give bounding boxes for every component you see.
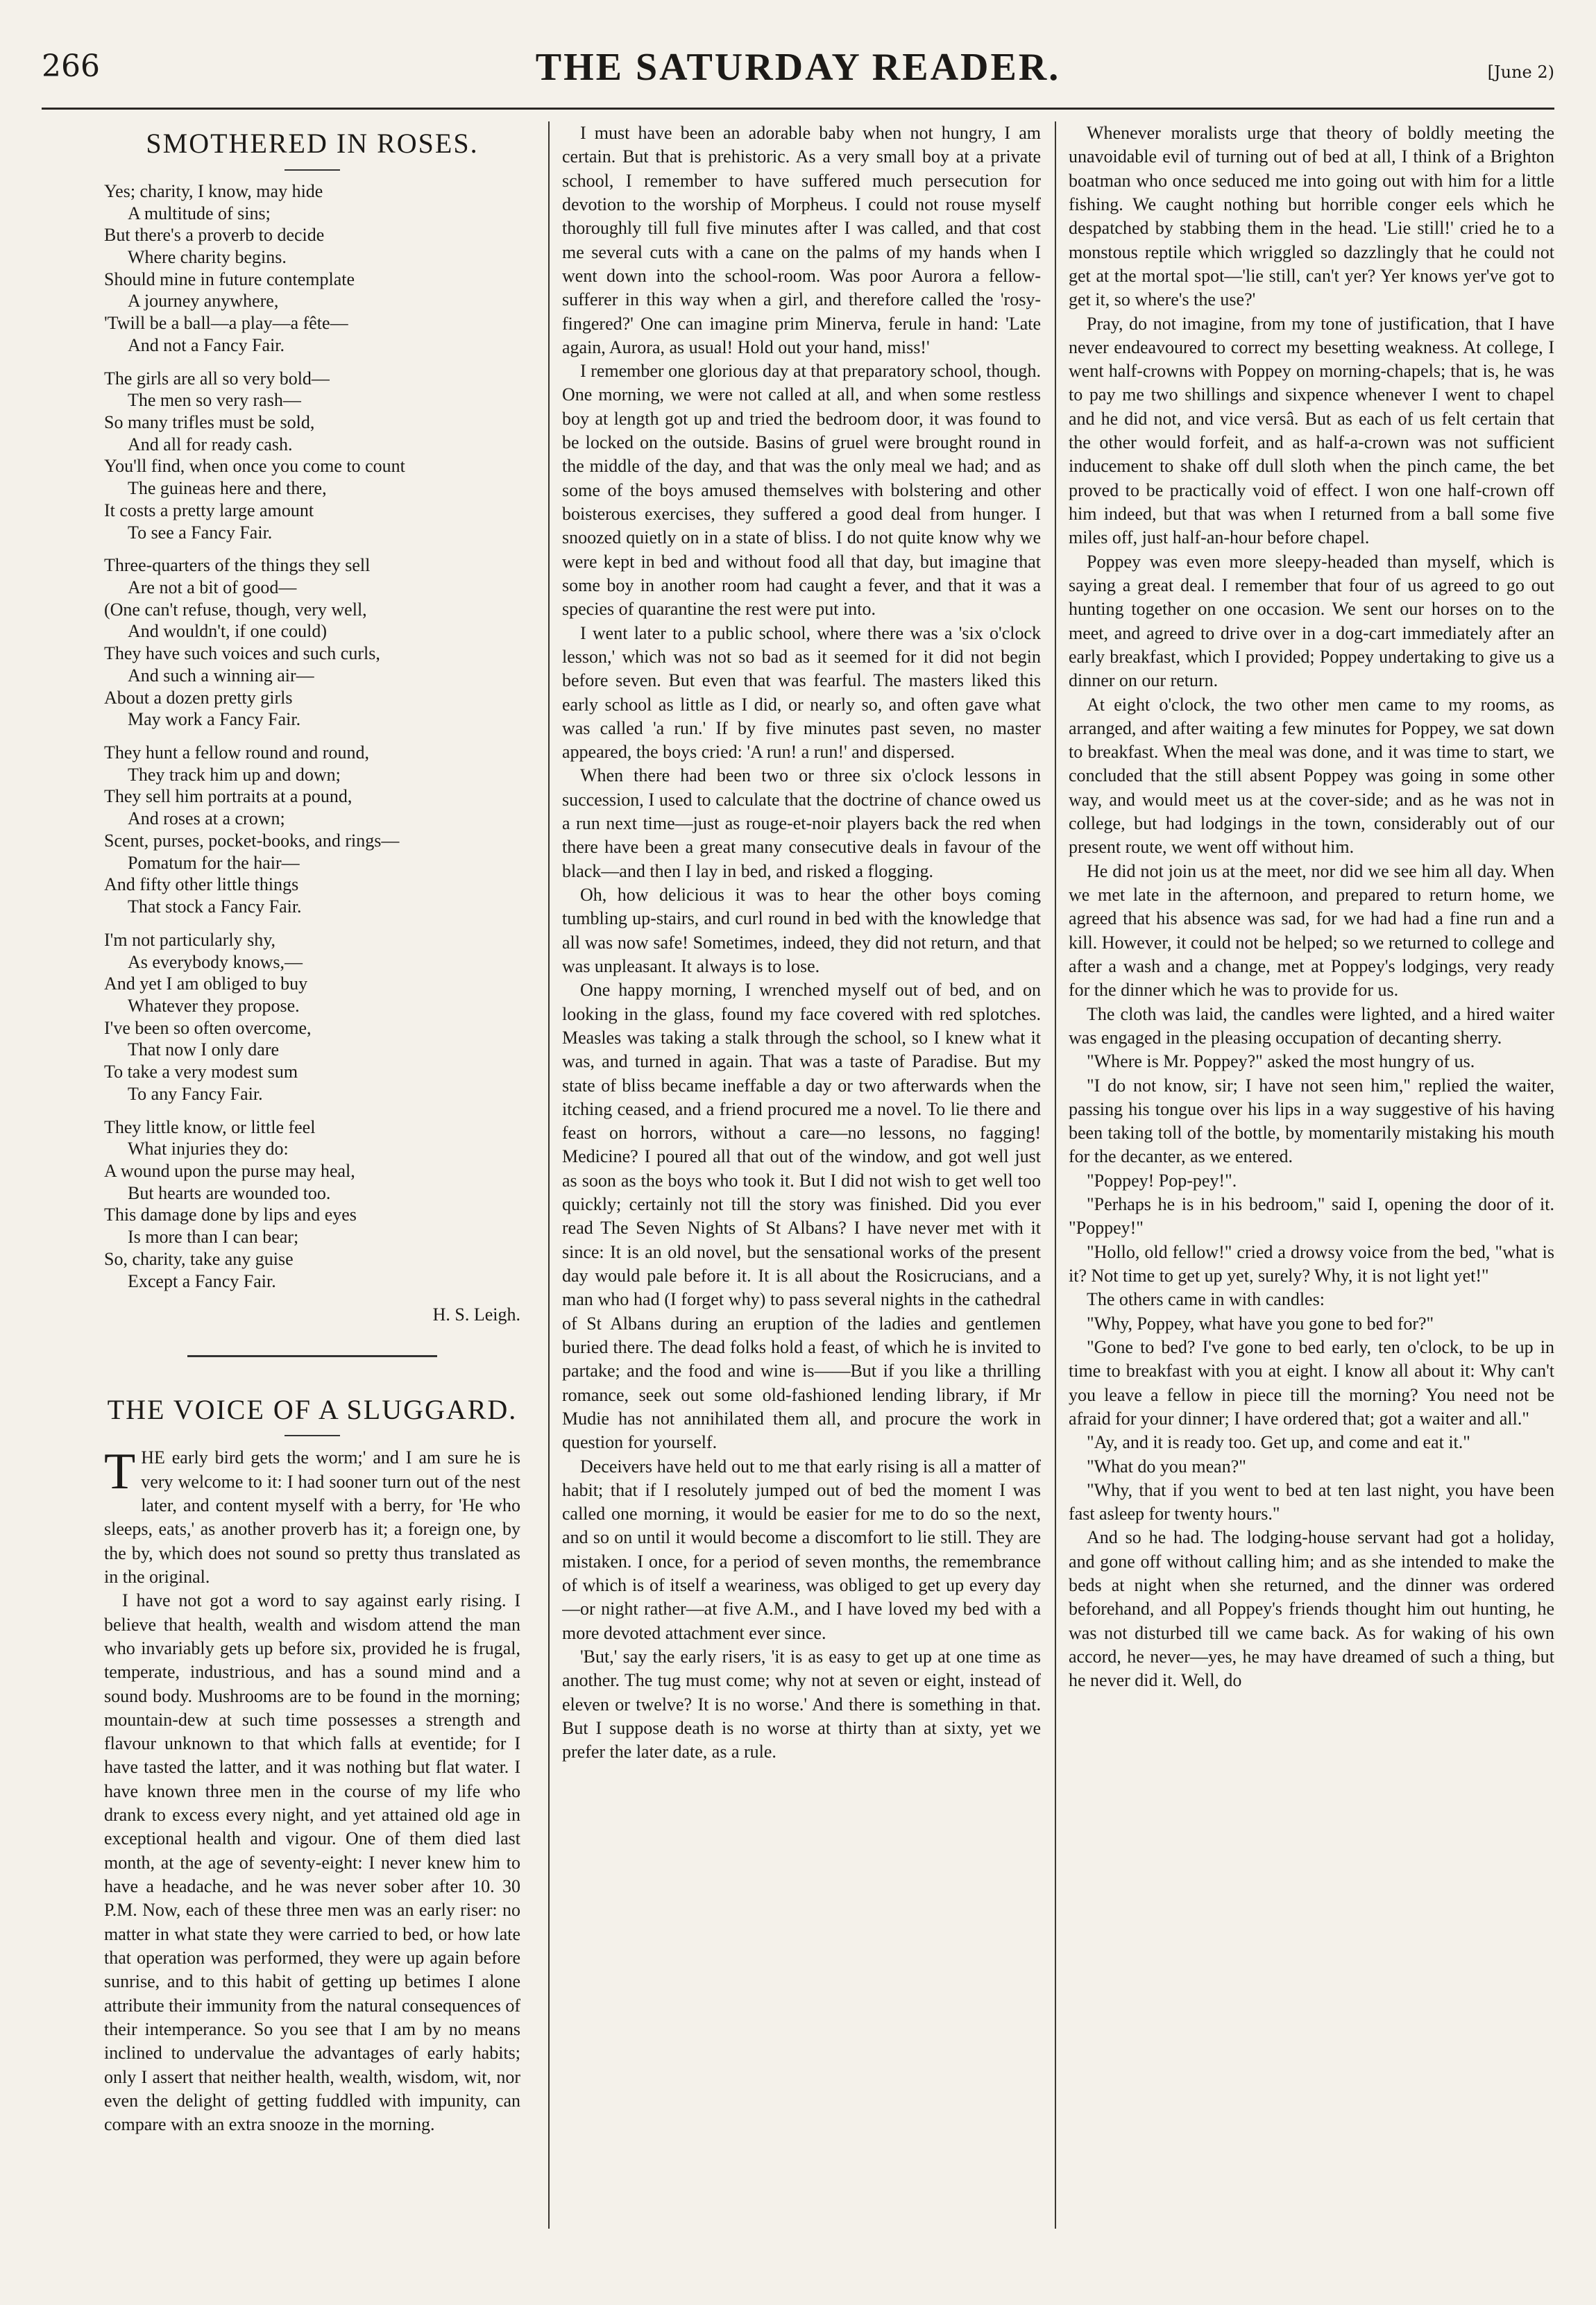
article-title: THE VOICE OF A SLUGGARD. — [107, 1393, 518, 1425]
poem-line: And fifty other little things — [104, 874, 299, 895]
article-paragraph: "Why, that if you went to bed at ten last night, you have been fast asleep for twenty hours." — [1069, 1479, 1554, 1524]
poem-line: They have such voices and such curls, — [104, 643, 380, 664]
article-paragraph: THE early bird gets the worm;' and I am sure he is very welcome to it: I had sooner turn out of the nest later, and content myself with a berry, for 'He who sleeps, eats,' as another proverb has it; a foreign one, by the by, which does not sound so pretty thus translated as in the original. — [104, 1443, 520, 1587]
poem-line: And yet I am obliged to buy — [104, 973, 308, 994]
poem-byline — [104, 1303, 520, 1327]
poem-line: (One can't refuse, though, very well, — [104, 599, 367, 620]
poem-line: This damage done by lips and eyes — [104, 1205, 357, 1225]
article-paragraph: The others came in with candles: — [1087, 1289, 1325, 1310]
article-paragraph: 'But,' say the early risers, 'it is as easy to get up at one time as another. The tug must come; why not at seven or eight, instead of eleven or twelve? It is no worse.' And there is something in that. But I suppose death is no worse at thirty than at sixty, yet we prefer the later date, as a rule. — [562, 1647, 1041, 1762]
poem-line: Scent, purses, pocket-books, and rings— — [104, 830, 400, 851]
drop-cap: T — [104, 1443, 136, 1501]
poem-line: Except a Fancy Fair. — [128, 1270, 276, 1291]
article-paragraph: One happy morning, I wrenched myself out of bed, and on looking in the glass, found my face covered with red splotches. Measles was taking a stalk through the school, so I knew what it was, and turned in again. That was a taste of Paradise. But my state of bliss became ineffable a day or two afterwards when the itching ceased, and a friend procured me a novel. To lie there and feast on horrors, without a care—no lessons, no fagging! Medicine? I poured all that out of the window, and got well just as soon as the boys who took it. But I did not wish to get well too quickly; certainly not till the story was finished. Did you ever read The Seven Nights of St Albans? I have never met with it since: It is an old novel, but the sensational works of the present day would pale before it. It is all about the Rosicrucians, and a man who had (I forget why) to pass several nights in the cathedral of St Albans during an eruption of the ladies and gentlemen buried there. The dead folks hold a feast, of which he is invited to partake; and the food and wine is——But if you like a thrilling romance, seek out some old-fashioned lending library, if Mr Mudie has not annihilated them all, and procure the work in question for yourself. — [562, 980, 1041, 1453]
poem-line: The guineas here and there, — [128, 478, 327, 499]
page-header — [42, 42, 1554, 111]
poem-line: But there's a proverb to decide — [104, 225, 325, 246]
poem-line: Pomatum for the hair— — [128, 852, 300, 873]
poem-line: 'Twill be a ball—a play—a fête— — [104, 313, 348, 334]
page-number: 266 — [42, 49, 100, 84]
poem-line: Where charity begins. — [128, 246, 287, 267]
column-divider — [548, 121, 550, 2229]
masthead: THE SATURDAY READER. — [535, 46, 1061, 89]
poem-line: Three-quarters of the things they sell — [104, 555, 371, 576]
poem-line: And such a winning air— — [128, 665, 314, 686]
article-paragraph: He did not join us at the meet, nor did we see him all day. When we met late in the afternoon, and prepared to return home, we agreed that his absence was sad, for we had had a fine run and a kill. However, it could not be helped; so we returned to college and after a wash and a change, met at Poppey's lodgings, very ready for the dinner which he was to provide for us. — [1069, 860, 1554, 1001]
poem-line: A multitude of sins; — [128, 203, 271, 223]
article-paragraph: "Ay, and it is ready too. Get up, and come and eat it." — [1087, 1432, 1470, 1453]
poem-author: H. S. Leigh. — [432, 1304, 520, 1325]
column-3 — [1069, 121, 1554, 2229]
poem-title: SMOTHERED IN ROSES. — [146, 128, 479, 159]
article-paragraph: "Where is Mr. Poppey?" asked the most hungry of us. — [1087, 1051, 1475, 1072]
poem-line: But hearts are wounded too. — [128, 1182, 331, 1203]
poem-stanza — [104, 368, 520, 544]
column-2 — [562, 121, 1041, 2229]
article-paragraph: "Why, Poppey, what have you gone to bed for?" — [1087, 1313, 1434, 1334]
poem-line: The girls are all so very bold— — [104, 368, 330, 389]
article-paragraph: "I do not know, sir; I have not seen him," replied the waiter, passing his tongue over his lips in a way suggestive of his having been taking toll of the bottle, by momentarily mistaking his mouth for the decanter, as we entered. — [1069, 1075, 1554, 1167]
poem-line: And all for ready cash. — [128, 434, 293, 454]
poem-line: To any Fancy Fair. — [128, 1083, 263, 1104]
poem-line: So many trifles must be sold, — [104, 411, 315, 432]
article-paragraph: At eight o'clock, the two other men came to my rooms, as arranged, and after waiting a few minutes for Poppey, we sat down to breakfast. When the meal was done, and it was time to start, we concluded that the still absent Poppey was going in some other way, and would meet us at the cover-side; and as he was not in college, but had lodgings in the town, considerably out of our present route, we went off without him. — [1069, 694, 1554, 858]
poem-body — [104, 180, 520, 1293]
issue-date: [June 2) — [1487, 62, 1554, 82]
article-text-col1 — [104, 1443, 520, 2136]
article-paragraph: Pray, do not imagine, from my tone of justification, that I have never endeavoured to correct my besetting weakness. At college, I went half-crowns with Poppey on morning-chapels; that is, he was to pay me two shillings and sixpence whenever I went to chapel and he did not, and vice versâ. But as each of us felt certain that the other would forfeit, and as half-a-crown was not sufficient inducement to shake off dull sloth when the pinch came, the bet proved to be practically void of effect. I won one half-crown off him indeed, but that was when I returned from a ball some five miles off, just half-an-hour before chapel. — [1069, 313, 1554, 548]
poem-line: I'm not particularly shy, — [104, 929, 276, 950]
title-ornament — [285, 1435, 340, 1436]
poem-line: Yes; charity, I know, may hide — [104, 180, 323, 201]
poem-line: They track him up and down; — [128, 764, 341, 785]
poem-line: To take a very modest sum — [104, 1062, 298, 1082]
poem-line: It costs a pretty large amount — [104, 500, 314, 520]
poem-line: They hunt a fellow round and round, — [104, 742, 369, 763]
poem-line: And not a Fancy Fair. — [128, 334, 285, 355]
poem-line: May work a Fancy Fair. — [128, 709, 301, 730]
poem-line: I've been so often overcome, — [104, 1017, 312, 1038]
poem-line: So, charity, take any guise — [104, 1248, 294, 1269]
article-paragraph: Oh, how delicious it was to hear the other boys coming tumbling up-stairs, and curl round in bed with the knowledge that all was now safe! Sometimes, indeed, they did not return, and that was unpleasant. It always is to lose. — [562, 885, 1041, 976]
poem-line: Whatever they propose. — [128, 995, 300, 1016]
poem-stanza — [104, 180, 520, 357]
article-paragraph: "Poppey! Pop-pey!". — [1087, 1170, 1237, 1191]
poem-line: They sell him portraits at a pound, — [104, 786, 353, 807]
poem-line: You'll find, when once you come to count — [104, 456, 405, 477]
poem-line: A wound upon the purse may heal, — [104, 1160, 355, 1181]
poem-line: And roses at a crown; — [128, 808, 285, 829]
poem-line: Is more than I can bear; — [128, 1227, 299, 1248]
column-1 — [104, 121, 520, 2229]
article-paragraph: Poppey was even more sleepy-headed than myself, which is saying a great deal. I remember that four of us agreed to go out hunting together on one occasion. We sent our horses on to the meet, and agreed to drive over in a dog-cart immediately after an early breakfast, which I provided; Poppey undertaking to give us a dinner on our return. — [1069, 551, 1554, 691]
poem-stanza — [104, 554, 520, 731]
article-paragraph: Whenever moralists urge that theory of boldly meeting the unavoidable evil of turning out of bed at all, I think of a Brighton boatman who once seduced me into going out with him for a little fishing. We caught nothing but horrible conger eels which he despatched by stabbing them in the head. 'Lie still!' cried he to a monstous reptile which wriggled so dazzlingly that he could not get at the mortal spot—'lie still, can't yer? Yer knows yer've got to get it, so where's the use?' — [1069, 123, 1554, 310]
article-paragraph: When there had been two or three six o'clock lessons in succession, I used to calculate that the doctrine of chance owed us a run next time—just as rouge-et-noir players back the red when there have been a great many consecutive deals in favour of the black—and then I lay in bed, and risked a flogging. — [562, 765, 1041, 881]
poem-line: Should mine in future contemplate — [104, 269, 355, 289]
article-paragraph: I went later to a public school, where there was a 'six o'clock lesson,' which was not so bad as it seemed for it did not begin before seven. But even that was fearful. The masters liked this early school as little as I did, or nearly so, and often gave what was called 'a run.' If by five minutes past seven, no master appeared, the boys cried: 'A run! a run!' and dispersed. — [562, 622, 1041, 763]
poem-line: That now I only dare — [128, 1039, 280, 1060]
title-ornament — [285, 169, 340, 171]
poem-line: The men so very rash— — [128, 390, 301, 411]
article-paragraph: "Hollo, old fellow!" cried a drowsy voice from the bed, "what is it? Not time to get up yet, surely? Why, it is not light yet!" — [1069, 1241, 1554, 1286]
poem-line: Are not a bit of good— — [128, 577, 297, 598]
article-paragraph: The cloth was laid, the candles were lighted, and a hired waiter was engaged in the pleasing occupation of decanting sherry. — [1069, 1003, 1554, 1048]
article-paragraph: I must have been an adorable baby when not hungry, I am certain. But that is prehistoric. As a very small boy at a private school, I remember to have suffered much persecution for devotion to the worship of Morpheus. I could not rouse myself thoroughly till full five minutes after I was called, and that cost me several cuts with a cane on the palms of my hands when I went down into the school-room. Was poor Aurora a fellow-sufferer in this way when a girl, and therefore called the 'rosy-fingered?' One can imagine prim Minerva, ferule in hand: 'Late again, Aurora, as usual! Hold out your hand, miss!' — [562, 123, 1041, 357]
poem-line: And wouldn't, if one could) — [128, 621, 328, 642]
poem-line: A journey anywhere, — [128, 291, 279, 312]
section-separator — [187, 1355, 437, 1357]
article-text-col3 — [1069, 121, 1554, 1693]
article-paragraph: And so he had. The lodging-house servant had got a holiday, and gone off without calling him; and as she intended to make the beds at night when she returned, and the dinner was ordered beforehand, and all Poppey's friends thought him out hunting, he was not disturbed till we came back. As for waking of his own accord, he never—yes, he may have dreamed of such a thing, but he never did it. Well, do — [1069, 1527, 1554, 1691]
poem-line: That stock a Fancy Fair. — [128, 896, 302, 917]
poem-stanza — [104, 929, 520, 1105]
poem-line: To see a Fancy Fair. — [128, 522, 273, 543]
poem-line: What injuries they do: — [128, 1139, 289, 1159]
poem-stanza — [104, 1116, 520, 1293]
column-divider — [1055, 121, 1056, 2229]
poem-line: They little know, or little feel — [104, 1116, 316, 1137]
poem-stanza — [104, 742, 520, 918]
poem-line: About a dozen pretty girls — [104, 687, 293, 708]
article-paragraph: "What do you mean?" — [1087, 1456, 1246, 1477]
article-paragraph: Deceivers have held out to me that early rising is all a matter of habit; that if I resolutely jumped out of bed the moment I was called one morning, it would be easier for me to do so the next, and so on until it would become a discomfort to lie still. They are mistaken. I once, for a period of seven months, the remembrance of which is of itself a weariness, was obliged to get up every day—or night rather—at five A.M., and I have loved my bed with a more devoted attachment ever since. — [562, 1456, 1041, 1643]
article-paragraph: I remember one glorious day at that preparatory school, though. One morning, we were not called at all, and when some restless boy at length got up and tried the bedroom door, it was found to be locked on the outside. Basins of gruel were brought round in the middle of the day, and that was the only meal we had; and as some of the boys amused themselves with bolstering and other boisterous exercises, they suffered a good deal from hunger. I snoozed quietly on in a state of bliss. I do not quite know why we were kept in bed and without food all that day, but imagine that some boy in another room had caught a fever, and that it was a species of quarantine the rest were put into. — [562, 361, 1041, 620]
article-paragraph: "Gone to bed? I've gone to bed early, ten o'clock, to be up in time to breakfast with you at eight. I know all about it: Why can't you leave a fellow in piece till the morning? You need not be afraid for your dinner; I have ordered that; got a waiter and all." — [1069, 1336, 1554, 1429]
article-text-col2 — [562, 121, 1041, 1764]
poem-line: As everybody knows,— — [128, 951, 303, 972]
article-paragraph: "Perhaps he is in his bedroom," said I, opening the door of it. "Poppey!" — [1069, 1194, 1554, 1239]
article-paragraph: I have not got a word to say against early rising. I believe that health, wealth and wisdom attend the man who invariably gets up before six, provided he is frugal, temperate, industrious, and has a sound mind and a sound body. Mushrooms are to be found in the morning; mountain-dew at such time possesses a strength and flavour unknown to that which falls at eventide; for I have tasted the latter, and it was nothing but flat water. I have known three men in the course of my life who drank to excess every night, and yet attained old age in exceptional health and vigour. One of them died last month, at the age of seventy-eight: I never knew him to have a headache, and he was never sober after 10. 30 P.M. Now, each of these three men was an early riser: no matter in what state they were carried to bed, or how late that operation was performed, they were up again before sunrise, and to this habit of getting up betimes I alone attribute their immunity from the natural consequences of their intemperance. So you see that I am by no means inclined to undervalue the advantages of early habits; only I assert that neither health, wealth, wisdom, wit, nor even the delight of getting fuddled with impunity, can compare with an extra snooze in the morning. — [104, 1590, 520, 2135]
header-rule — [42, 108, 1554, 110]
